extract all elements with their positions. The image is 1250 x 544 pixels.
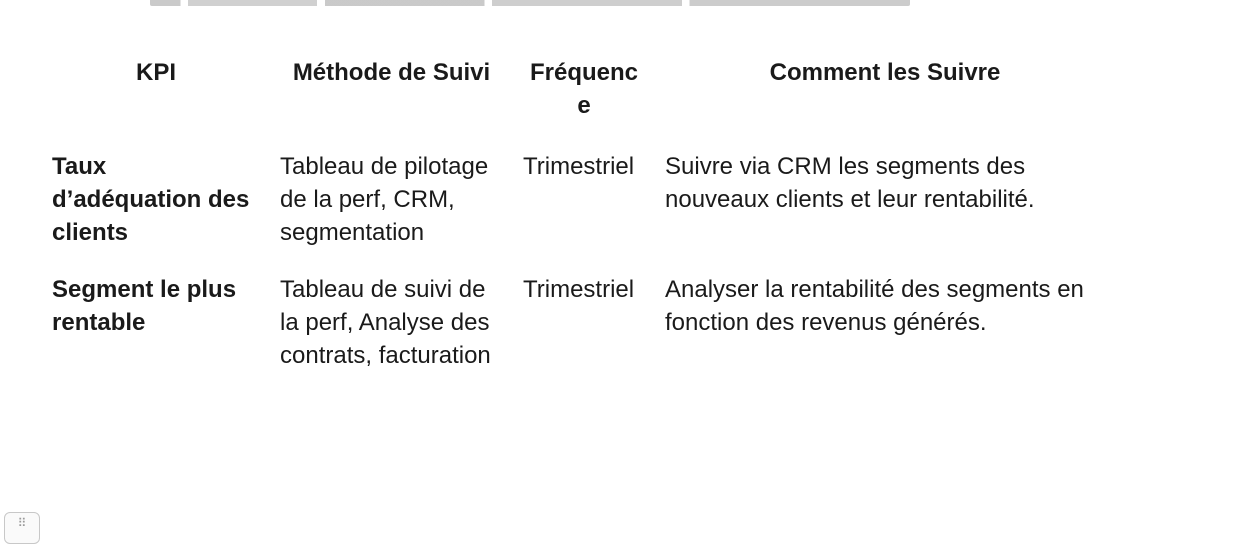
header-kpi: KPI [135, 59, 176, 86]
header-method: Méthode de Suivi [292, 59, 491, 86]
kpi-table [42, 44, 1115, 386]
how-cell: Suivre via CRM les segments des nouveaux clients et leur rentabilité. [665, 153, 1035, 213]
header-frequency-line1: Fréquenc [529, 59, 639, 86]
clipped-text-fragment [150, 0, 910, 6]
header-frequency [513, 44, 655, 140]
drag-handle[interactable] [4, 512, 40, 544]
header-frequency-line2: e [577, 92, 591, 119]
frequency-cell: Trimestriel [523, 153, 635, 180]
frequency-cell: Trimestriel [523, 276, 635, 303]
table-row [42, 140, 1115, 263]
method-cell: Tableau de pilotage de la perf, CRM, segmentation [280, 153, 489, 246]
clipped-text-line [150, 0, 910, 6]
method-cell: Tableau de suivi de la perf, Analyse des contrats, facturation [280, 276, 491, 369]
table-row [42, 263, 1115, 386]
kpi-cell: Segment le plus rentable [52, 276, 237, 336]
how-cell: Analyser la rentabilité des segments en fonction des revenus générés. [665, 276, 1084, 336]
header-how: Comment les Suivre [769, 59, 1001, 86]
table-header-row [42, 44, 1115, 140]
kpi-cell: Taux d’adéquation des clients [52, 153, 250, 246]
drag-dots-icon: ⠿ [17, 516, 27, 530]
